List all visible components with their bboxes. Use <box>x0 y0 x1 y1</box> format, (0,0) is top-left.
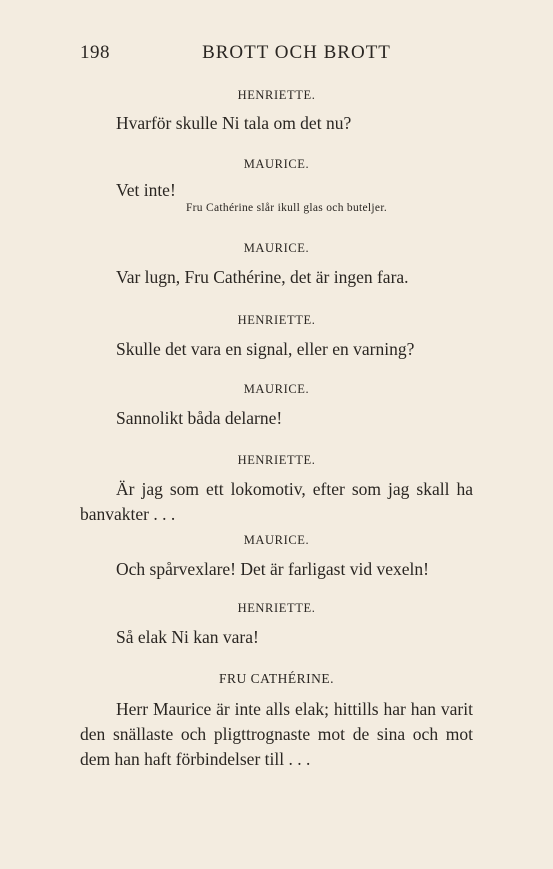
dialogue-entry <box>80 157 473 214</box>
dialogue-entry <box>80 88 473 136</box>
speech-line: Vet inte! <box>116 180 176 200</box>
stage-direction: Fru Cathérine slår ikull glas och buteljer. <box>185 202 387 214</box>
page-number: 198 <box>80 42 110 63</box>
speaker-name: HENRIETTE. <box>237 313 316 327</box>
speech-line: Så elak Ni kan vara! <box>116 627 259 647</box>
speaker-name: HENRIETTE. <box>237 601 316 615</box>
dialogue-entry <box>80 313 473 362</box>
speaker-name: FRU CATHÉRINE. <box>218 671 334 686</box>
speech-line: Skulle det vara en signal, eller en varning? <box>116 339 415 359</box>
speech-line: Herr Maurice är inte alls elak; hittills har han varit den snällaste och pligttrognaste mot de sina och mot dem han haft förbindelser till . . . <box>80 699 473 769</box>
dialogue-entry <box>80 453 473 527</box>
speech-line: Hvarför skulle Ni tala om det nu? <box>116 113 352 133</box>
speaker-name: HENRIETTE. <box>237 453 316 467</box>
dialogue-entry <box>80 671 473 772</box>
speaker-name: HENRIETTE. <box>237 88 316 102</box>
page-header <box>80 42 473 70</box>
dialogue-entry <box>80 241 473 290</box>
dialogue-entry <box>80 382 473 431</box>
dialogue-entry <box>80 533 473 582</box>
speech-line: Är jag som ett lokomotiv, efter som jag skall ha banvakter . . . <box>80 479 473 524</box>
speaker-name: MAURICE. <box>243 241 310 255</box>
speech-line: Och spårvexlare! Det är farligast vid vexeln! <box>116 559 429 579</box>
speech-line: Var lugn, Fru Cathérine, det är ingen fara. <box>116 267 409 287</box>
speech-line: Sannolikt båda delarne! <box>116 408 283 428</box>
running-title: BROTT OCH BROTT <box>202 42 391 63</box>
speaker-name: MAURICE. <box>243 157 310 171</box>
speaker-name: MAURICE. <box>243 533 310 547</box>
dialogue-entry <box>80 601 473 650</box>
speaker-name: MAURICE. <box>243 382 310 396</box>
